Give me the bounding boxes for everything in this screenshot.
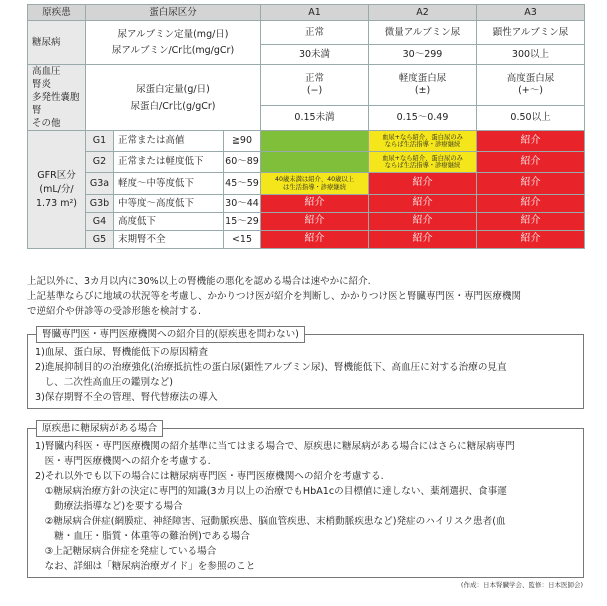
other-label-line4: その他 <box>32 118 61 129</box>
stage-label: 正常または高値 <box>114 131 224 152</box>
other-a2-name <box>369 65 477 106</box>
diabetes-line: 2)それ以外でも以下の場合には糖尿病専門医・専門医療機関への紹介を考慮する. <box>35 471 384 482</box>
note-line: 上記以外に、3カ月以内に30%以上の腎機能の悪化を認める場合は速やかに紹介. <box>27 276 371 287</box>
stage-code: G3a <box>86 173 114 195</box>
note-line: で逆紹介や併診等の受診形態を検討する. <box>27 306 202 317</box>
gfr-label-line1: GFR区分 <box>37 169 76 181</box>
other-a2-sub: (±) <box>414 84 431 96</box>
other-label-line3: 多発性嚢胞腎 <box>32 92 80 116</box>
cell-g5-a1: 紹介 <box>261 231 369 249</box>
cell-g1-a2-line1: 血尿+なら紹介、蛋白尿のみ <box>382 133 463 141</box>
credit-line: (作成：日本腎臓学会、監修：日本医師会) <box>460 581 583 589</box>
purpose-item: 3)保存期腎不全の管理、腎代替療法の導入 <box>35 392 218 403</box>
purpose-item: し、二次性高血圧の鑑別など) <box>35 377 174 388</box>
diabetes-a2-name: 微量アルブミン尿 <box>369 21 477 45</box>
stage-label: 末期腎不全 <box>114 231 224 249</box>
diabetes-a3-name: 顕性アルブミン尿 <box>477 21 585 45</box>
diabetes-line: 糖・血圧・脂質・体重等の難治例)である場合 <box>35 531 250 542</box>
diabetes-line: 医・専門医療機関への紹介を考慮する. <box>35 456 211 467</box>
header-a1: A1 <box>261 5 369 21</box>
other-row-names <box>28 65 585 106</box>
diabetes-label: 糖尿病 <box>28 21 86 65</box>
other-measure-line2: 尿蛋白/Cr比(g/gCr) <box>130 100 216 112</box>
stage-code: G5 <box>86 231 114 249</box>
other-a1-sub: (−) <box>306 84 323 96</box>
cell-g3a-a3: 紹介 <box>477 173 585 195</box>
header-proteinuria: 蛋白尿区分 <box>86 5 261 21</box>
header-a2: A2 <box>369 5 477 21</box>
other-a1-name <box>261 65 369 106</box>
stage-code: G1 <box>86 131 114 152</box>
gfr-label-line3: 1.73 m²) <box>36 197 77 209</box>
stage-label: 正常または軽度低下 <box>114 152 224 173</box>
cell-g4-a1: 紹介 <box>261 213 369 231</box>
cell-g3b-a2: 紹介 <box>369 195 477 213</box>
stage-code: G2 <box>86 152 114 173</box>
cell-g3a-a1-line2: は生活指導・診療継続 <box>283 183 346 191</box>
other-label-line1: 高血圧 <box>32 66 61 77</box>
stage-label: 軽度〜中等度低下 <box>114 173 224 195</box>
diabetes-box <box>27 423 584 578</box>
other-disease-label <box>28 65 86 131</box>
stage-code: G4 <box>86 213 114 231</box>
cell-g2-a3: 紹介 <box>477 152 585 173</box>
referral-notes <box>27 274 584 319</box>
cell-g3a-a1 <box>261 173 369 195</box>
cell-g5-a3: 紹介 <box>477 231 585 249</box>
other-measure <box>86 65 261 131</box>
cell-g4-a2: 紹介 <box>369 213 477 231</box>
other-a3-range: 0.50以上 <box>477 105 585 130</box>
stage-label: 高度低下 <box>114 213 224 231</box>
purpose-item: 2)進展抑制目的の治療強化(治療抵抗性の蛋白尿(顕性アルブミン尿)、腎機能低下、高血圧に対する治療の見直 <box>35 362 507 373</box>
other-a2-range: 0.15〜0.49 <box>369 105 477 130</box>
stage-code: G3b <box>86 195 114 213</box>
referral-purpose-title: 腎臓専門医・専門医療機関への紹介目的(原疾患を問わない) <box>36 326 305 343</box>
diabetes-line: ②糖尿病合併症(網膜症、神経障害、冠動脈疾患、脳血管疾患、末梢動脈疾患など)発症のハイリスク患者(血 <box>35 516 506 527</box>
diabetes-line: ③上記糖尿病合併症を発症している場合 <box>35 546 217 557</box>
stage-range: <15 <box>224 231 261 249</box>
stage-row-g3b <box>28 195 585 213</box>
other-a3-sub: (+〜) <box>518 84 543 96</box>
cell-g1-a2-line2: ならば生活指導・診療継続 <box>384 141 461 148</box>
diabetes-measure-line2: 尿アルブミン/Cr比(mg/gCr) <box>111 44 235 56</box>
cell-g3b-a3: 紹介 <box>477 195 585 213</box>
diabetes-line: 動療法指導など)を要する場合 <box>35 501 183 512</box>
cell-g3b-a1: 紹介 <box>261 195 369 213</box>
diabetes-a1-name: 正常 <box>261 21 369 45</box>
other-measure-line1: 尿蛋白定量(g/日) <box>136 83 210 95</box>
cell-g2-a2-line2: ならば生活指導・診療継続 <box>384 162 461 169</box>
header-disease: 原疾患 <box>28 5 86 21</box>
stage-row-g5 <box>28 231 585 249</box>
diabetes-a3-range: 300以上 <box>477 45 585 65</box>
other-label-line2: 腎炎 <box>32 79 52 90</box>
cell-g2-a2 <box>369 152 477 173</box>
cell-g1-a3: 紹介 <box>477 131 585 152</box>
stage-row-g1 <box>28 131 585 152</box>
diabetes-measure <box>86 21 261 65</box>
stage-range: 45〜59 <box>224 173 261 195</box>
cell-g2-a2-line1: 血尿+なら紹介、蛋白尿のみ <box>382 154 463 162</box>
other-a1-range: 0.15未満 <box>261 105 369 130</box>
referral-purpose-box <box>27 329 584 409</box>
other-a2-name-text: 軽度蛋白尿 <box>398 73 447 85</box>
stage-range: 15〜29 <box>224 213 261 231</box>
stage-range: ≧90 <box>224 131 261 152</box>
stage-row-g4 <box>28 213 585 231</box>
other-a3-name <box>477 65 585 106</box>
cell-g4-a3: 紹介 <box>477 213 585 231</box>
table-header-row <box>28 5 585 21</box>
diabetes-measure-line1: 尿アルブミン定量(mg/日) <box>117 28 229 40</box>
header-a3: A3 <box>477 5 585 21</box>
gfr-label-line2: (mL/分/ <box>39 183 74 195</box>
diabetes-line: 1)腎臓内科医・専門医療機関の紹介基準に当てはまる場合で、原疾患に糖尿病がある場合にはさらに糖尿病専門 <box>35 441 515 452</box>
cell-g5-a2: 紹介 <box>369 231 477 249</box>
cell-g3a-a2: 紹介 <box>369 173 477 195</box>
cell-g3a-a1-line1: 40歳未満は紹介、40歳以上 <box>275 176 354 184</box>
cell-g1-a1 <box>261 131 369 152</box>
other-a3-name-text: 高度蛋白尿 <box>506 73 555 85</box>
cell-g2-a1 <box>261 152 369 173</box>
stage-range: 60〜89 <box>224 152 261 173</box>
note-line: 上記基準ならびに地域の状況等を考慮し、かかりつけ医が紹介を判断し、かかりつけ医と腎臓専門医・専門医療機関 <box>27 291 522 302</box>
stage-range: 30〜44 <box>224 195 261 213</box>
stage-row-g3a <box>28 173 585 195</box>
diabetes-a1-range: 30未満 <box>261 45 369 65</box>
stage-row-g2 <box>28 152 585 173</box>
diabetes-box-title: 原疾患に糖尿病がある場合 <box>36 420 163 437</box>
cell-g1-a2 <box>369 131 477 152</box>
diabetes-row-names <box>28 21 585 45</box>
diabetes-line: ①糖尿病治療方針の決定に専門的知識(3カ月以上の治療でもHbA1cの目標値に達しない、薬剤選択、食事運 <box>35 486 507 497</box>
other-a1-name-text: 正常 <box>304 73 324 85</box>
diabetes-a2-range: 30〜299 <box>369 45 477 65</box>
purpose-item: 1)血尿、蛋白尿、腎機能低下の原因精査 <box>35 347 208 358</box>
diabetes-line: なお、詳細は「糖尿病治療ガイド」を参照のこと <box>35 561 256 572</box>
gfr-label <box>28 131 86 249</box>
stage-label: 中等度〜高度低下 <box>114 195 224 213</box>
referral-criteria-table <box>27 4 585 249</box>
